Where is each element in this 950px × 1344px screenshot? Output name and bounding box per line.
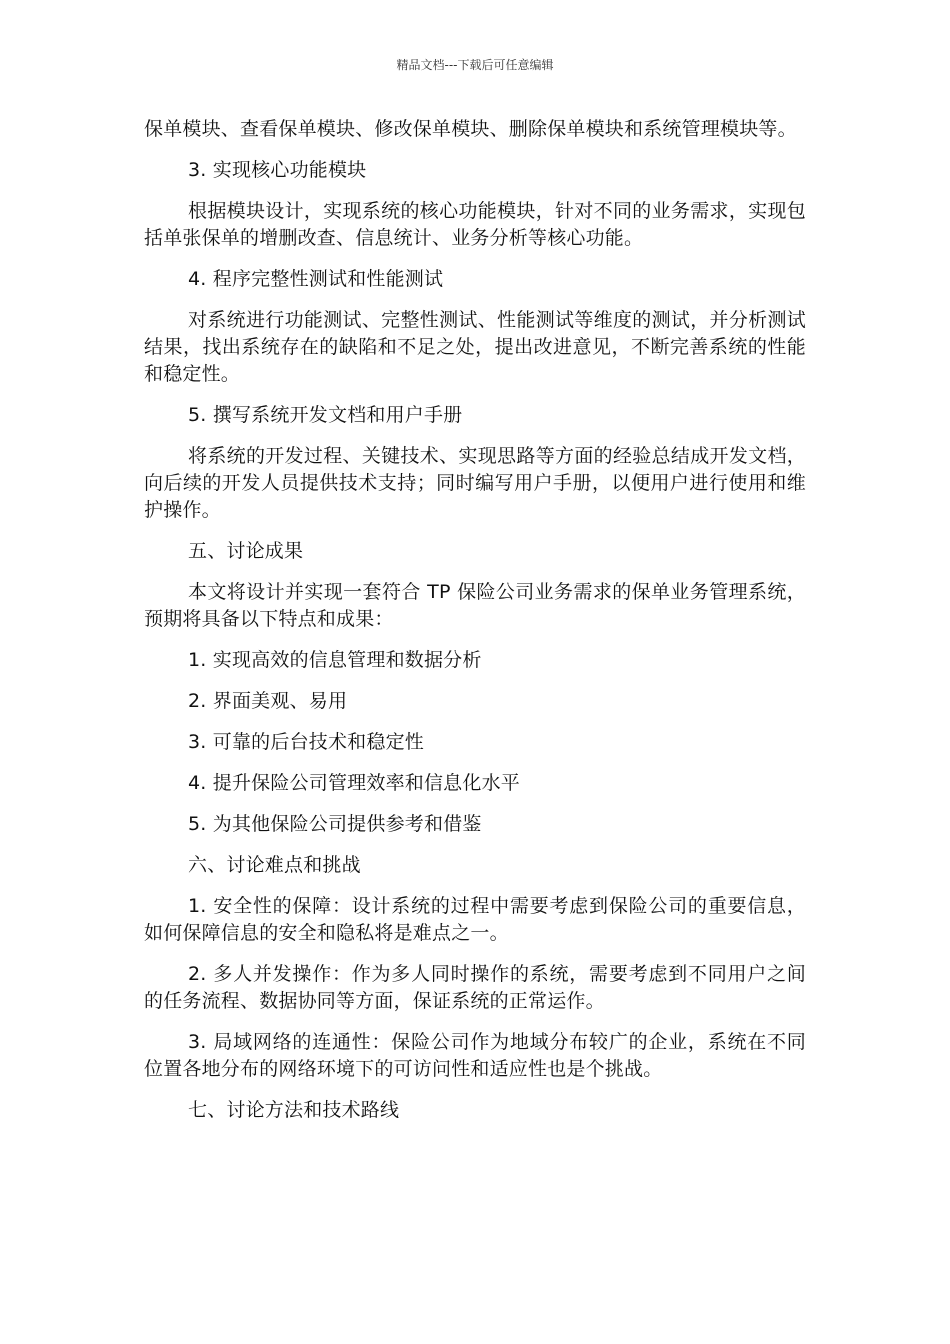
paragraph-core-modules: 根据模块设计，实现系统的核心功能模块，针对不同的业务需求，实现包括单张保单的增删改查、信息统计、业务分析等核心功能。 [144, 200, 806, 249]
paragraph-documentation: 将系统的开发过程、关键技术、实现思路等方面的经验总结成开发文档，向后续的开发人员提供技术支持；同时编写用户手册，以便用户进行使用和维护操作。 [144, 445, 806, 521]
paragraph-challenge-security: 1. 安全性的保障：设计系统的过程中需要考虑到保险公司的重要信息，如何保障信息的安全和隐私将是难点之一。 [144, 895, 806, 944]
item-heading-testing: 4. 程序完整性测试和性能测试 [188, 268, 444, 290]
list-item-result-1: 1. 实现高效的信息管理和数据分析 [188, 649, 482, 671]
list-item-result-5: 5. 为其他保险公司提供参考和借鉴 [188, 813, 482, 835]
paragraph-results-intro: 本文将设计并实现一套符合 TP 保险公司业务需求的保单业务管理系统，预期将具备以下特点和成果： [144, 581, 806, 630]
paragraph-challenge-network: 3. 局域网络的连通性：保险公司作为地域分布较广的企业，系统在不同位置各地分布的网络环境下的可访问性和适应性也是个挑战。 [144, 1031, 806, 1080]
list-item-result-2: 2. 界面美观、易用 [188, 690, 348, 712]
paragraph-module-list-cont: 保单模块、查看保单模块、修改保单模块、删除保单模块和系统管理模块等。 [144, 118, 797, 140]
item-heading-documentation: 5. 撰写系统开发文档和用户手册 [188, 404, 463, 426]
item-heading-core-modules: 3. 实现核心功能模块 [188, 159, 367, 181]
page-header: 精品文档---下载后可任意编辑 [396, 58, 554, 72]
section-heading-results: 五、讨论成果 [188, 540, 304, 562]
paragraph-challenge-concurrency: 2. 多人并发操作：作为多人同时操作的系统，需要考虑到不同用户之间的任务流程、数据协同等方面，保证系统的正常运作。 [144, 963, 806, 1012]
list-item-result-3: 3. 可靠的后台技术和稳定性 [188, 731, 424, 753]
section-heading-methods: 七、讨论方法和技术路线 [188, 1099, 400, 1121]
section-heading-challenges: 六、讨论难点和挑战 [188, 854, 361, 876]
list-item-result-4: 4. 提升保险公司管理效率和信息化水平 [188, 772, 520, 794]
document-body [144, 116, 806, 1138]
paragraph-testing: 对系统进行功能测试、完整性测试、性能测试等维度的测试，并分析测试结果，找出系统存在的缺陷和不足之处，提出改进意见，不断完善系统的性能和稳定性。 [144, 309, 806, 385]
